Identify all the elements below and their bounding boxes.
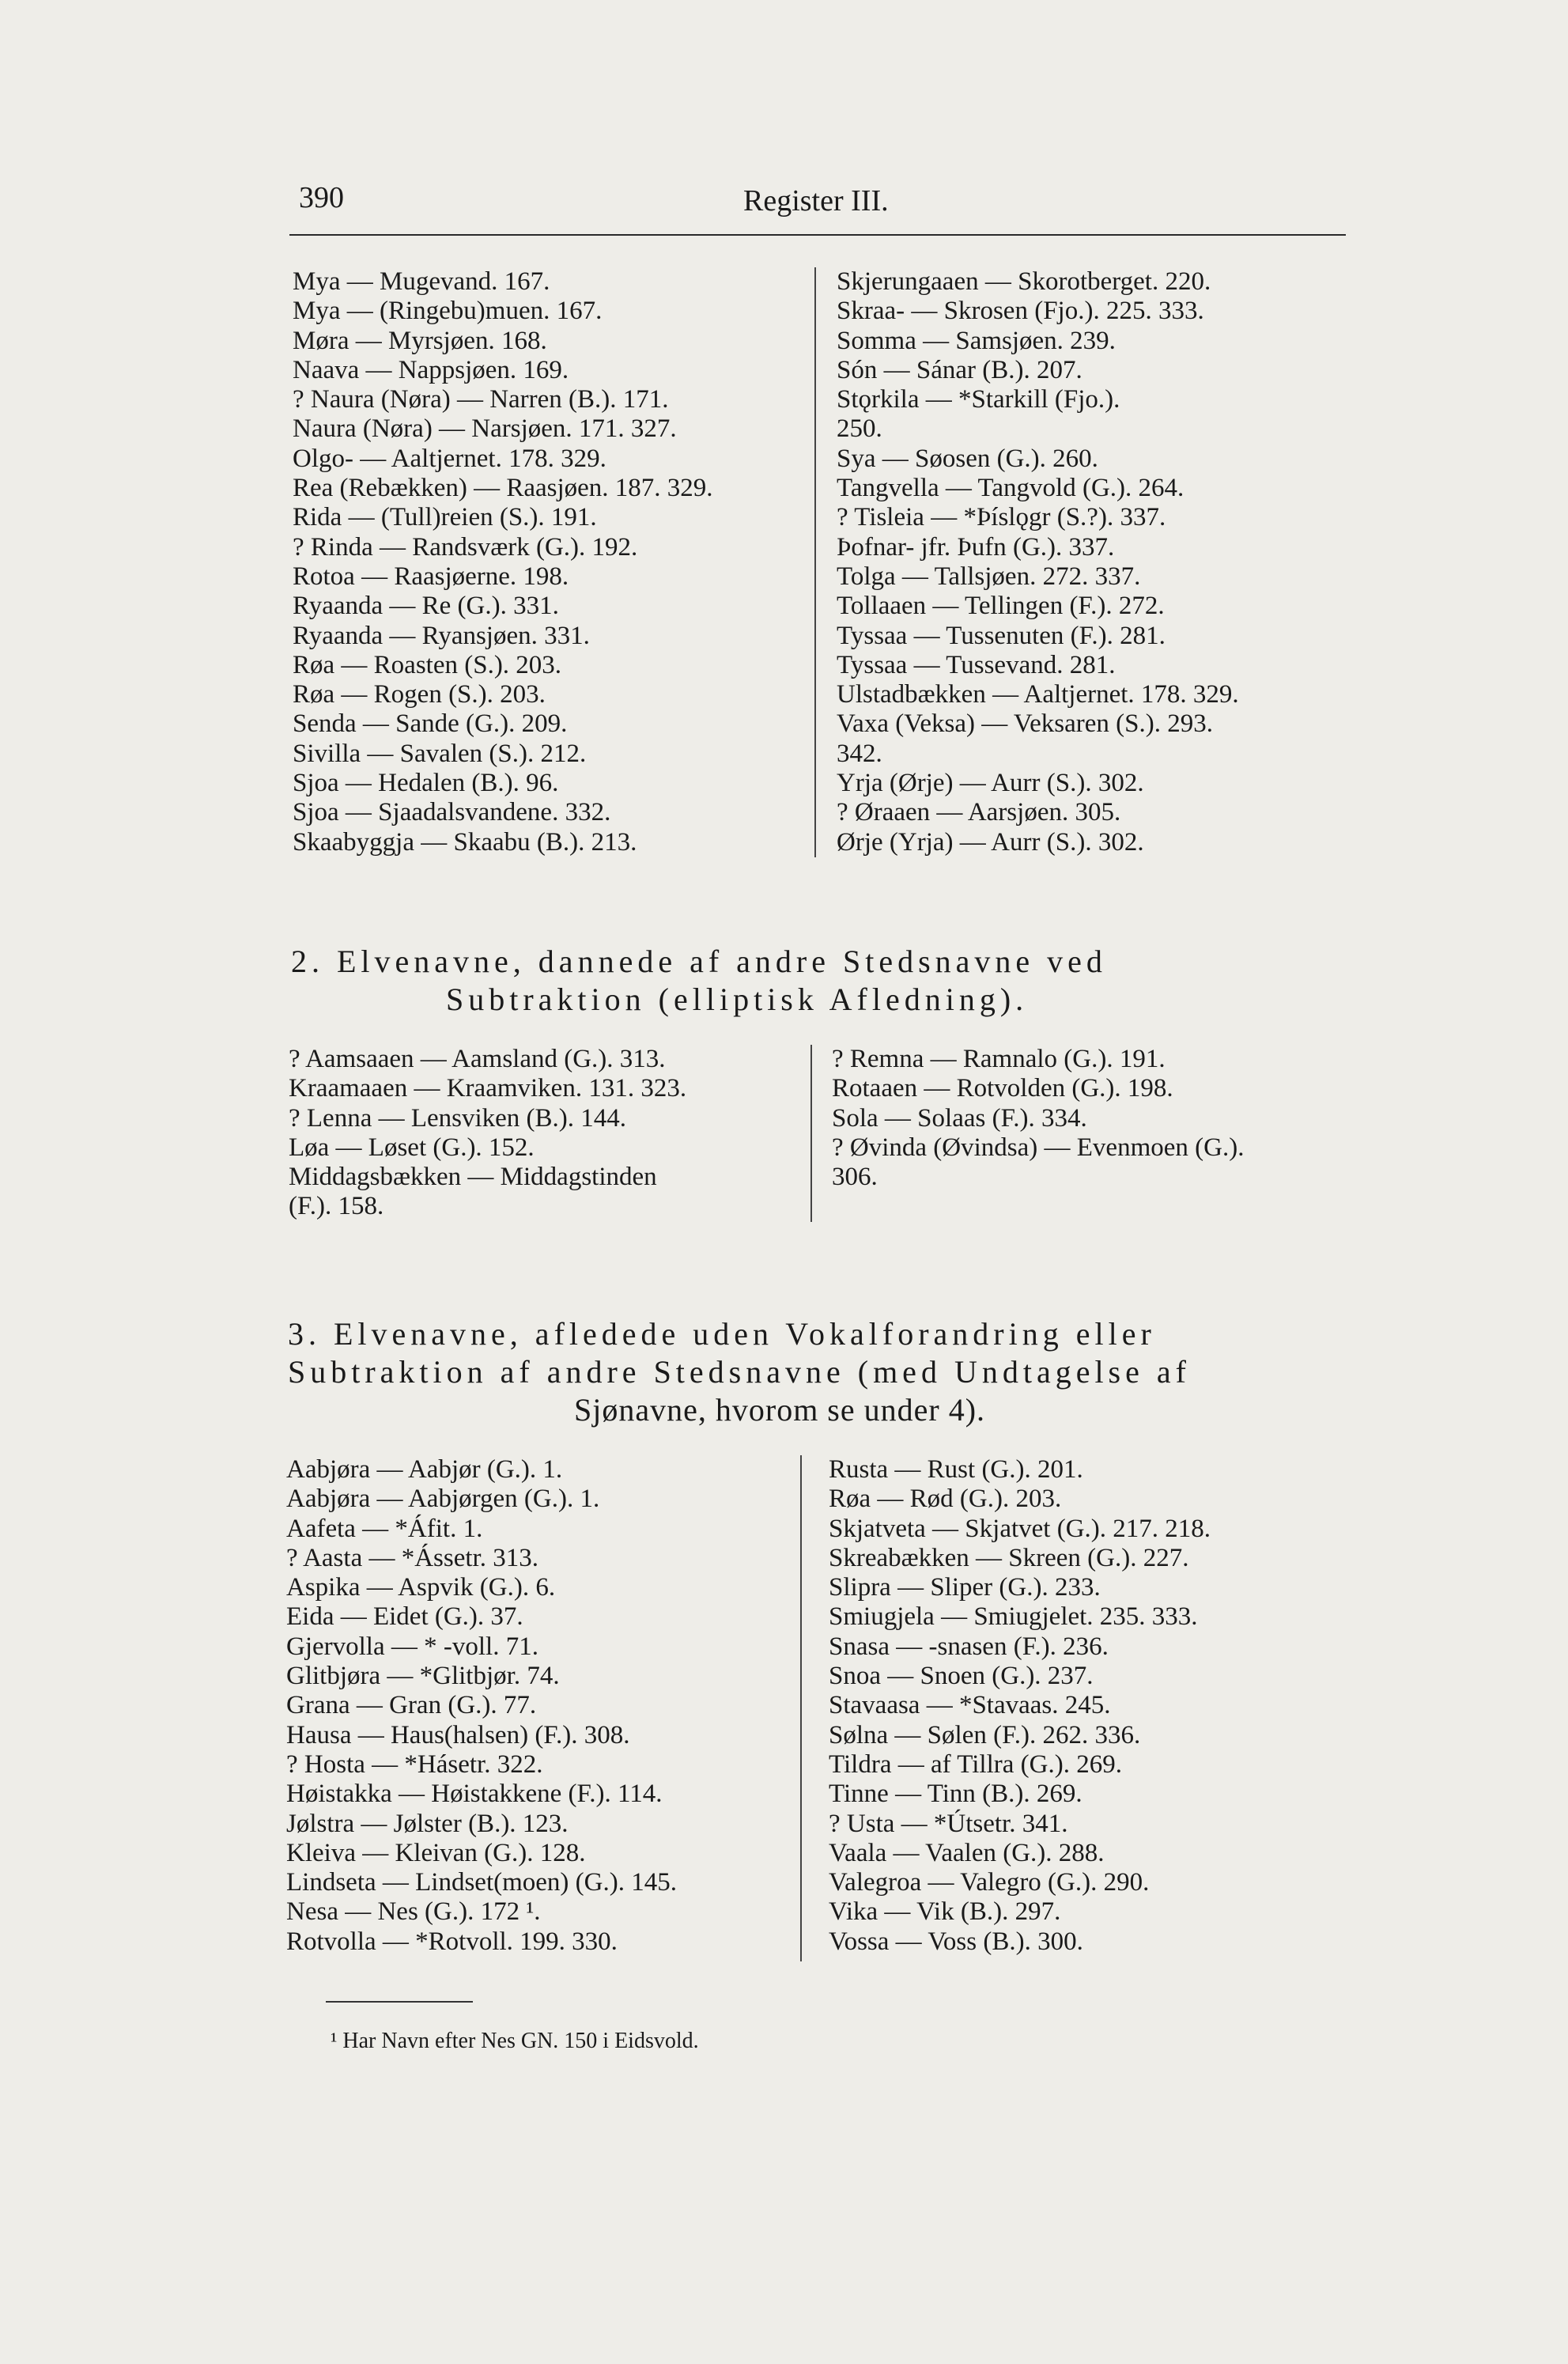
section2-right-column xyxy=(832,1045,1244,1192)
register-entry: Vaxa (Veksa) — Veksaren (S.). 293. xyxy=(837,709,1213,739)
register-entry: ? Øvinda (Øvindsa) — Evenmoen (G.). xyxy=(832,1133,1245,1162)
register-entry: Kraamaaen — Kraamviken. 131. 323. xyxy=(289,1074,687,1103)
register-entry: ? Aasta — *Ássetr. 313. xyxy=(286,1543,538,1572)
register-entry: Røa — Rød (G.). 203. xyxy=(829,1485,1062,1514)
register-entry: Tildra — af Tillra (G.). 269. xyxy=(829,1749,1122,1779)
register-entry: ? Tisleia — *Þíslǫgr (S.?). 337. xyxy=(837,503,1166,532)
register-entry: Smiugjela — Smiugjelet. 235. 333. xyxy=(829,1602,1198,1632)
register-entry: Senda — Sande (G.). 209. xyxy=(293,709,568,739)
register-entry: Rea (Rebækken) — Raasjøen. 187. 329. xyxy=(293,474,713,503)
register-entry: Sivilla — Savalen (S.). 212. xyxy=(293,739,587,768)
section1-left-column xyxy=(293,267,713,857)
section1-column-divider xyxy=(814,267,816,857)
register-entry: Olgo- — Aaltjernet. 178. 329. xyxy=(293,444,606,473)
register-entry: Snoa — Snoen (G.). 237. xyxy=(829,1662,1094,1691)
register-entry: Sølna — Sølen (F.). 262. 336. xyxy=(829,1720,1141,1749)
register-entry: Nesa — Nes (G.). 172 ¹. xyxy=(286,1897,541,1927)
section2-heading-line1: 2. Elvenavne, dannede af andre Stedsnavne ved xyxy=(291,944,1107,979)
register-entry: Aabjøra — Aabjør (G.). 1. xyxy=(286,1455,563,1484)
section2-column-divider xyxy=(810,1045,812,1222)
register-entry: Møra — Myrsjøen. 168. xyxy=(293,326,547,355)
register-entry: 342. xyxy=(837,739,882,768)
footnote-rule xyxy=(326,2001,473,2003)
section3-left-column xyxy=(286,1455,677,1957)
register-entry: Þofnar- jfr. Þufn (G.). 337. xyxy=(837,532,1115,562)
register-entry: Tangvella — Tangvold (G.). 264. xyxy=(837,474,1185,503)
register-entry: ? Naura (Nøra) — Narren (B.). 171. xyxy=(293,385,669,414)
register-entry: Sola — Solaas (F.). 334. xyxy=(832,1103,1087,1133)
register-entry: Ryaanda — Ryansjøen. 331. xyxy=(293,621,590,650)
footnote: ¹ Har Navn efter Nes GN. 150 i Eidsvold. xyxy=(331,2029,699,2053)
register-entry: (F.). 158. xyxy=(289,1192,384,1221)
register-entry: Tolga — Tallsjøen. 272. 337. xyxy=(837,562,1141,591)
register-entry: Sjoa — Sjaadalsvandene. 332. xyxy=(293,798,611,827)
register-entry: Rotaaen — Rotvolden (G.). 198. xyxy=(832,1074,1173,1103)
register-entry: ? Usta — *Útsetr. 341. xyxy=(829,1809,1068,1838)
register-entry: ? Hosta — *Hásetr. 322. xyxy=(286,1749,543,1779)
section2-left-column xyxy=(289,1045,686,1222)
register-entry: Stǫrkila — *Starkill (Fjo.). xyxy=(837,385,1120,414)
register-entry: Rida — (Tull)reien (S.). 191. xyxy=(293,503,597,532)
register-entry: Hausa — Haus(halsen) (F.). 308. xyxy=(286,1720,630,1749)
section3-column-divider xyxy=(800,1455,802,1961)
running-title: Register III. xyxy=(743,184,889,217)
header-rule xyxy=(289,234,1346,236)
register-entry: Stavaasa — *Stavaas. 245. xyxy=(829,1691,1111,1720)
register-entry: Rotoa — Raasjøerne. 198. xyxy=(293,562,569,591)
register-entry: Ulstadbækken — Aaltjernet. 178. 329. xyxy=(837,680,1239,709)
register-entry: Høistakka — Høistakkene (F.). 114. xyxy=(286,1780,663,1809)
register-entry: Sjoa — Hedalen (B.). 96. xyxy=(293,769,559,798)
register-entry: Skjatveta — Skjatvet (G.). 217. 218. xyxy=(829,1514,1211,1543)
register-entry: Aabjøra — Aabjørgen (G.). 1. xyxy=(286,1485,600,1514)
register-entry: Aspika — Aspvik (G.). 6. xyxy=(286,1573,556,1602)
register-entry: Tyssaa — Tussenuten (F.). 281. xyxy=(837,621,1166,650)
register-entry: Skjerungaaen — Skorotberget. 220. xyxy=(837,267,1211,296)
register-entry: Eida — Eidet (G.). 37. xyxy=(286,1602,523,1632)
section1-right-column xyxy=(837,267,1239,857)
register-entry: Skaabyggja — Skaabu (B.). 213. xyxy=(293,827,637,857)
register-entry: Skreabækken — Skreen (G.). 227. xyxy=(829,1543,1189,1572)
register-entry: Yrja (Ørje) — Aurr (S.). 302. xyxy=(837,769,1144,798)
register-entry: ? Aamsaaen — Aamsland (G.). 313. xyxy=(289,1045,666,1073)
register-entry: Ryaanda — Re (G.). 331. xyxy=(293,592,559,621)
register-entry: Grana — Gran (G.). 77. xyxy=(286,1691,537,1720)
register-entry: Kleiva — Kleivan (G.). 128. xyxy=(286,1838,586,1867)
register-entry: Tyssaa — Tussevand. 281. xyxy=(837,650,1116,679)
section3-heading-line3: Sjønavne, hvorom se under 4). xyxy=(574,1392,986,1428)
register-entry: Skraa- — Skrosen (Fjo.). 225. 333. xyxy=(837,297,1204,326)
register-entry: Vika — Vik (B.). 297. xyxy=(829,1897,1061,1927)
register-entry: Middagsbækken — Middagstinden xyxy=(289,1163,657,1192)
register-entry: Vossa — Voss (B.). 300. xyxy=(829,1927,1083,1956)
register-entry: Sya — Søosen (G.). 260. xyxy=(837,444,1098,473)
register-entry: ? Øraaen — Aarsjøen. 305. xyxy=(837,798,1121,827)
section3-heading-line2: Subtraktion af andre Stedsnavne (med Undtagelse af xyxy=(288,1354,1191,1390)
register-entry: Rusta — Rust (G.). 201. xyxy=(829,1455,1083,1484)
register-entry: 306. xyxy=(832,1163,878,1192)
register-entry: Somma — Samsjøen. 239. xyxy=(837,326,1116,355)
register-entry: ? Lenna — Lensviken (B.). 144. xyxy=(289,1103,627,1133)
register-entry: Tinne — Tinn (B.). 269. xyxy=(829,1780,1082,1809)
register-entry: Aafeta — *Áfit. 1. xyxy=(286,1514,483,1543)
register-entry: Ørje (Yrja) — Aurr (S.). 302. xyxy=(837,827,1144,857)
register-entry: ? Rinda — Randsværk (G.). 192. xyxy=(293,532,638,562)
register-entry: Løa — Løset (G.). 152. xyxy=(289,1133,535,1162)
section2-heading-line2: Subtraktion (elliptisk Afledning). xyxy=(446,982,1029,1017)
register-entry: Mya — Mugevand. 167. xyxy=(293,267,550,296)
page-number: 390 xyxy=(299,181,344,214)
register-entry: 250. xyxy=(837,414,882,444)
register-entry: Jølstra — Jølster (B.). 123. xyxy=(286,1809,569,1838)
register-entry: Gjervolla — * -voll. 71. xyxy=(286,1632,538,1661)
register-entry: Røa — Roasten (S.). 203. xyxy=(293,650,562,679)
section3-heading-line1: 3. Elvenavne, afledede uden Vokalforandring eller xyxy=(288,1316,1156,1352)
register-entry: Slipra — Sliper (G.). 233. xyxy=(829,1573,1101,1602)
register-entry: Glitbjøra — *Glitbjør. 74. xyxy=(286,1662,560,1691)
register-entry: Naava — Nappsjøen. 169. xyxy=(293,355,569,384)
section3-heading xyxy=(288,1315,1191,1429)
section3-right-column xyxy=(829,1455,1211,1957)
register-entry: Vaala — Vaalen (G.). 288. xyxy=(829,1838,1105,1867)
register-entry: Rotvolla — *Rotvoll. 199. 330. xyxy=(286,1927,618,1956)
register-entry: Røa — Rogen (S.). 203. xyxy=(293,680,546,709)
section2-heading xyxy=(291,943,1107,1019)
register-entry: ? Remna — Ramnalo (G.). 191. xyxy=(832,1045,1166,1073)
register-entry: Snasa — -snasen (F.). 236. xyxy=(829,1632,1109,1661)
register-entry: Lindseta — Lindset(moen) (G.). 145. xyxy=(286,1868,677,1897)
register-entry: Mya — (Ringebu)muen. 167. xyxy=(293,297,603,326)
register-entry: Valegroa — Valegro (G.). 290. xyxy=(829,1868,1150,1897)
register-entry: Són — Sánar (B.). 207. xyxy=(837,355,1082,384)
register-entry: Naura (Nøra) — Narsjøen. 171. 327. xyxy=(293,414,677,444)
register-entry: Tollaaen — Tellingen (F.). 272. xyxy=(837,592,1165,621)
